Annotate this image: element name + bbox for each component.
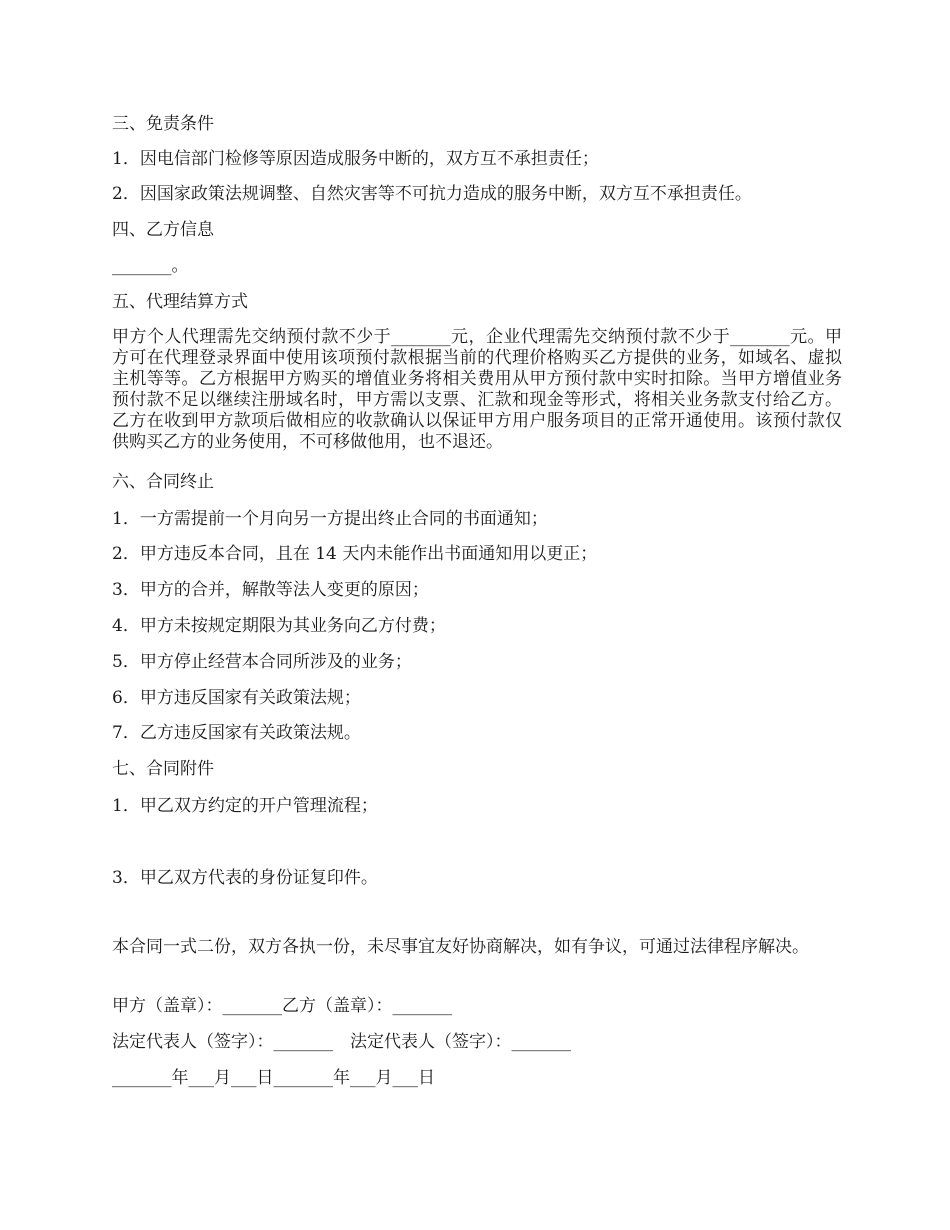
section-6-item-5: 5．甲方停止经营本合同所涉及的业务；: [112, 652, 412, 672]
section-7-item-1: 1．甲乙双方约定的开户管理流程；: [112, 796, 378, 816]
section-6-heading: 六、合同终止: [112, 472, 214, 492]
section-6-item-2: 2．甲方违反本合同，且在 14 天内未能作出书面通知用以更正；: [112, 544, 598, 564]
section-6-item-1: 1．一方需提前一个月向另一方提出终止合同的书面通知；: [112, 509, 548, 529]
section-3-item-1: 1．因电信部门检修等原因造成服务中断的，双方互不承担责任；: [112, 149, 599, 169]
section-6-item-4: 4．甲方未按规定期限为其业务向乙方付费；: [112, 616, 446, 636]
section-4-blank: _______。: [112, 256, 189, 276]
section-5-heading: 五、代理结算方式: [112, 292, 248, 312]
section-6-item-7: 7．乙方违反国家有关政策法规。: [112, 723, 361, 743]
section-6-item-3: 3．甲方的合并，解散等法人变更的原因；: [112, 580, 429, 600]
section-7-heading: 七、合同附件: [112, 759, 214, 779]
date-line: _______年___月___日_______年___月___日: [112, 1068, 435, 1088]
representative-signature-line: 法定代表人（签字）：_______ 法定代表人（签字）：_______: [112, 1032, 571, 1052]
section-3-item-2: 2．因国家政策法规调整、自然灾害等不可抗力造成的服务中断，双方互不承担责任。: [112, 184, 752, 204]
section-7-item-3: 3．甲乙双方代表的身份证复印件。: [112, 868, 378, 888]
closing-paragraph: 本合同一式二份，双方各执一份，未尽事宜友好协商解决，如有争议，可通过法律程序解决。: [112, 937, 809, 957]
seal-line: 甲方（盖章）：_______乙方（盖章）：_______: [112, 996, 452, 1016]
section-3-heading: 三、免责条件: [112, 114, 214, 134]
section-4-heading: 四、乙方信息: [112, 220, 214, 240]
section-6-item-6: 6．甲方违反国家有关政策法规；: [112, 688, 361, 708]
section-5-paragraph: 甲方个人代理需先交纳预付款不少于_______元，企业代理需先交纳预付款不少于_______元。甲方可在代理登录界面中使用该项预付款根据当前的代理价格购买乙方提供的业务，如域名、虚拟主机等等。乙方根据甲方购买的增值业务将相关费用从甲方预付款中实时扣除。当甲方增值业务预付款不足以继续注册域名时，甲方需以支票、汇款和现金等形式，将相关业务款支付给乙方。乙方在收到甲方款项后做相应的收款确认以保证甲方用户服务项目的正常开通使用。该预付款仅供购买乙方的业务使用，不可移做他用，也不退还。: [112, 327, 842, 452]
